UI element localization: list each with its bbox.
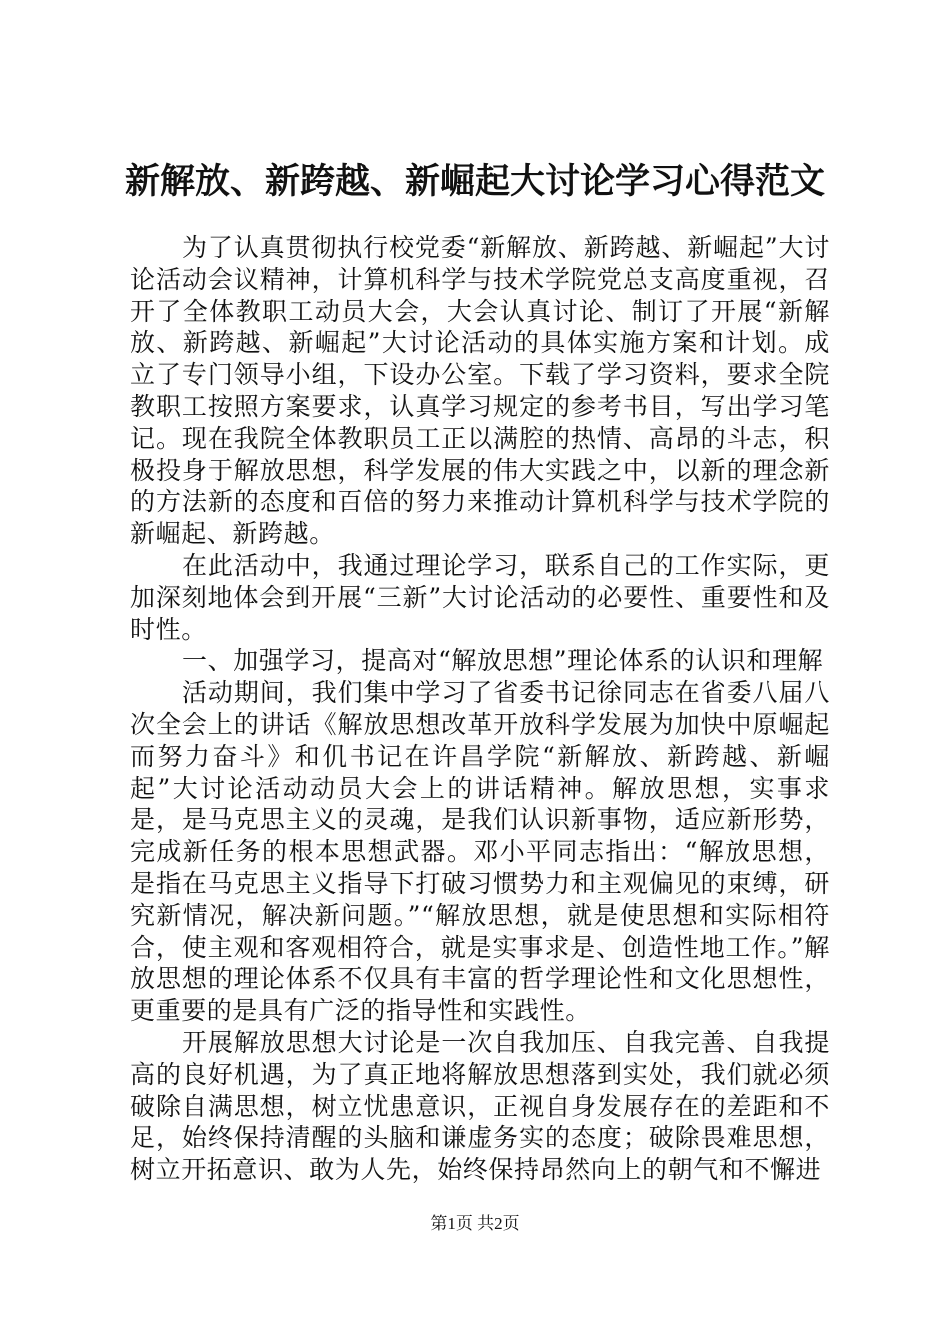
section-heading-one: 一、加强学习，提高对“解放思想”理论体系的认识和理解 [182, 646, 824, 676]
page-number-footer: 第1页 共2页 [430, 1214, 520, 1233]
document-title: 新解放、新跨越、新崛起大讨论学习心得范文 [124, 161, 825, 202]
document-body [130, 232, 830, 1186]
paragraph-reflection: 在此活动中，我通过理论学习，联系自己的工作实际，更加深刻地体会到开展“三新”大讨论活动的必要性、重要性和及时性。 [130, 550, 830, 644]
paragraph-discussion: 开展解放思想大讨论是一次自我加压、自我完善、自我提高的良好机遇，为了真正地将解放思想落到实处，我们就必须破除自满思想，树立忧患意识，正视自身发展存在的差距和不足，始终保持清醒的头脑和谦虚务实的态度；破除畏难思想，树立开拓意识、敢为人先，始终保持昂然向上的朝气和不懈进 [130, 1027, 830, 1185]
paragraph-study: 活动期间，我们集中学习了省委书记徐同志在省委八届八次全会上的讲话《解放思想改革开放科学发展为加快中原崛起而努力奋斗》和仉书记在许昌学院“新解放、新跨越、新崛起”大讨论活动动员大会上的讲话精神。解放思想，实事求是，是马克思主义的灵魂，是我们认识新事物，适应新形势，完成新任务的根本思想武器。邓小平同志指出：“解放思想，是指在马克思主义指导下打破习惯势力和主观偏见的束缚，研究新情况，解决新问题。”“解放思想，就是使思想和实际相符合，使主观和客观相符合，就是实事求是、创造性地工作。”解放思想的理论体系不仅具有丰富的哲学理论性和文化思想性，更重要的是具有广泛的指导性和实践性。 [130, 678, 830, 1026]
paragraph-intro: 为了认真贯彻执行校党委“新解放、新跨越、新崛起”大讨论活动会议精神，计算机科学与技术学院党总支高度重视，召开了全体教职工动员大会，大会认真讨论、制订了开展“新解放、新跨越、新崛起”大讨论活动的具体实施方案和计划。成立了专门领导小组，下设办公室。下载了学习资料，要求全院教职工按照方案要求，认真学习规定的参考书目，写出学习笔记。现在我院全体教职员工正以满腔的热情、高昂的斗志，积极投身于解放思想，科学发展的伟大实践之中，以新的理念新的方法新的态度和百倍的努力来推动计算机科学与技术学院的新崛起、新跨越。 [130, 233, 830, 549]
